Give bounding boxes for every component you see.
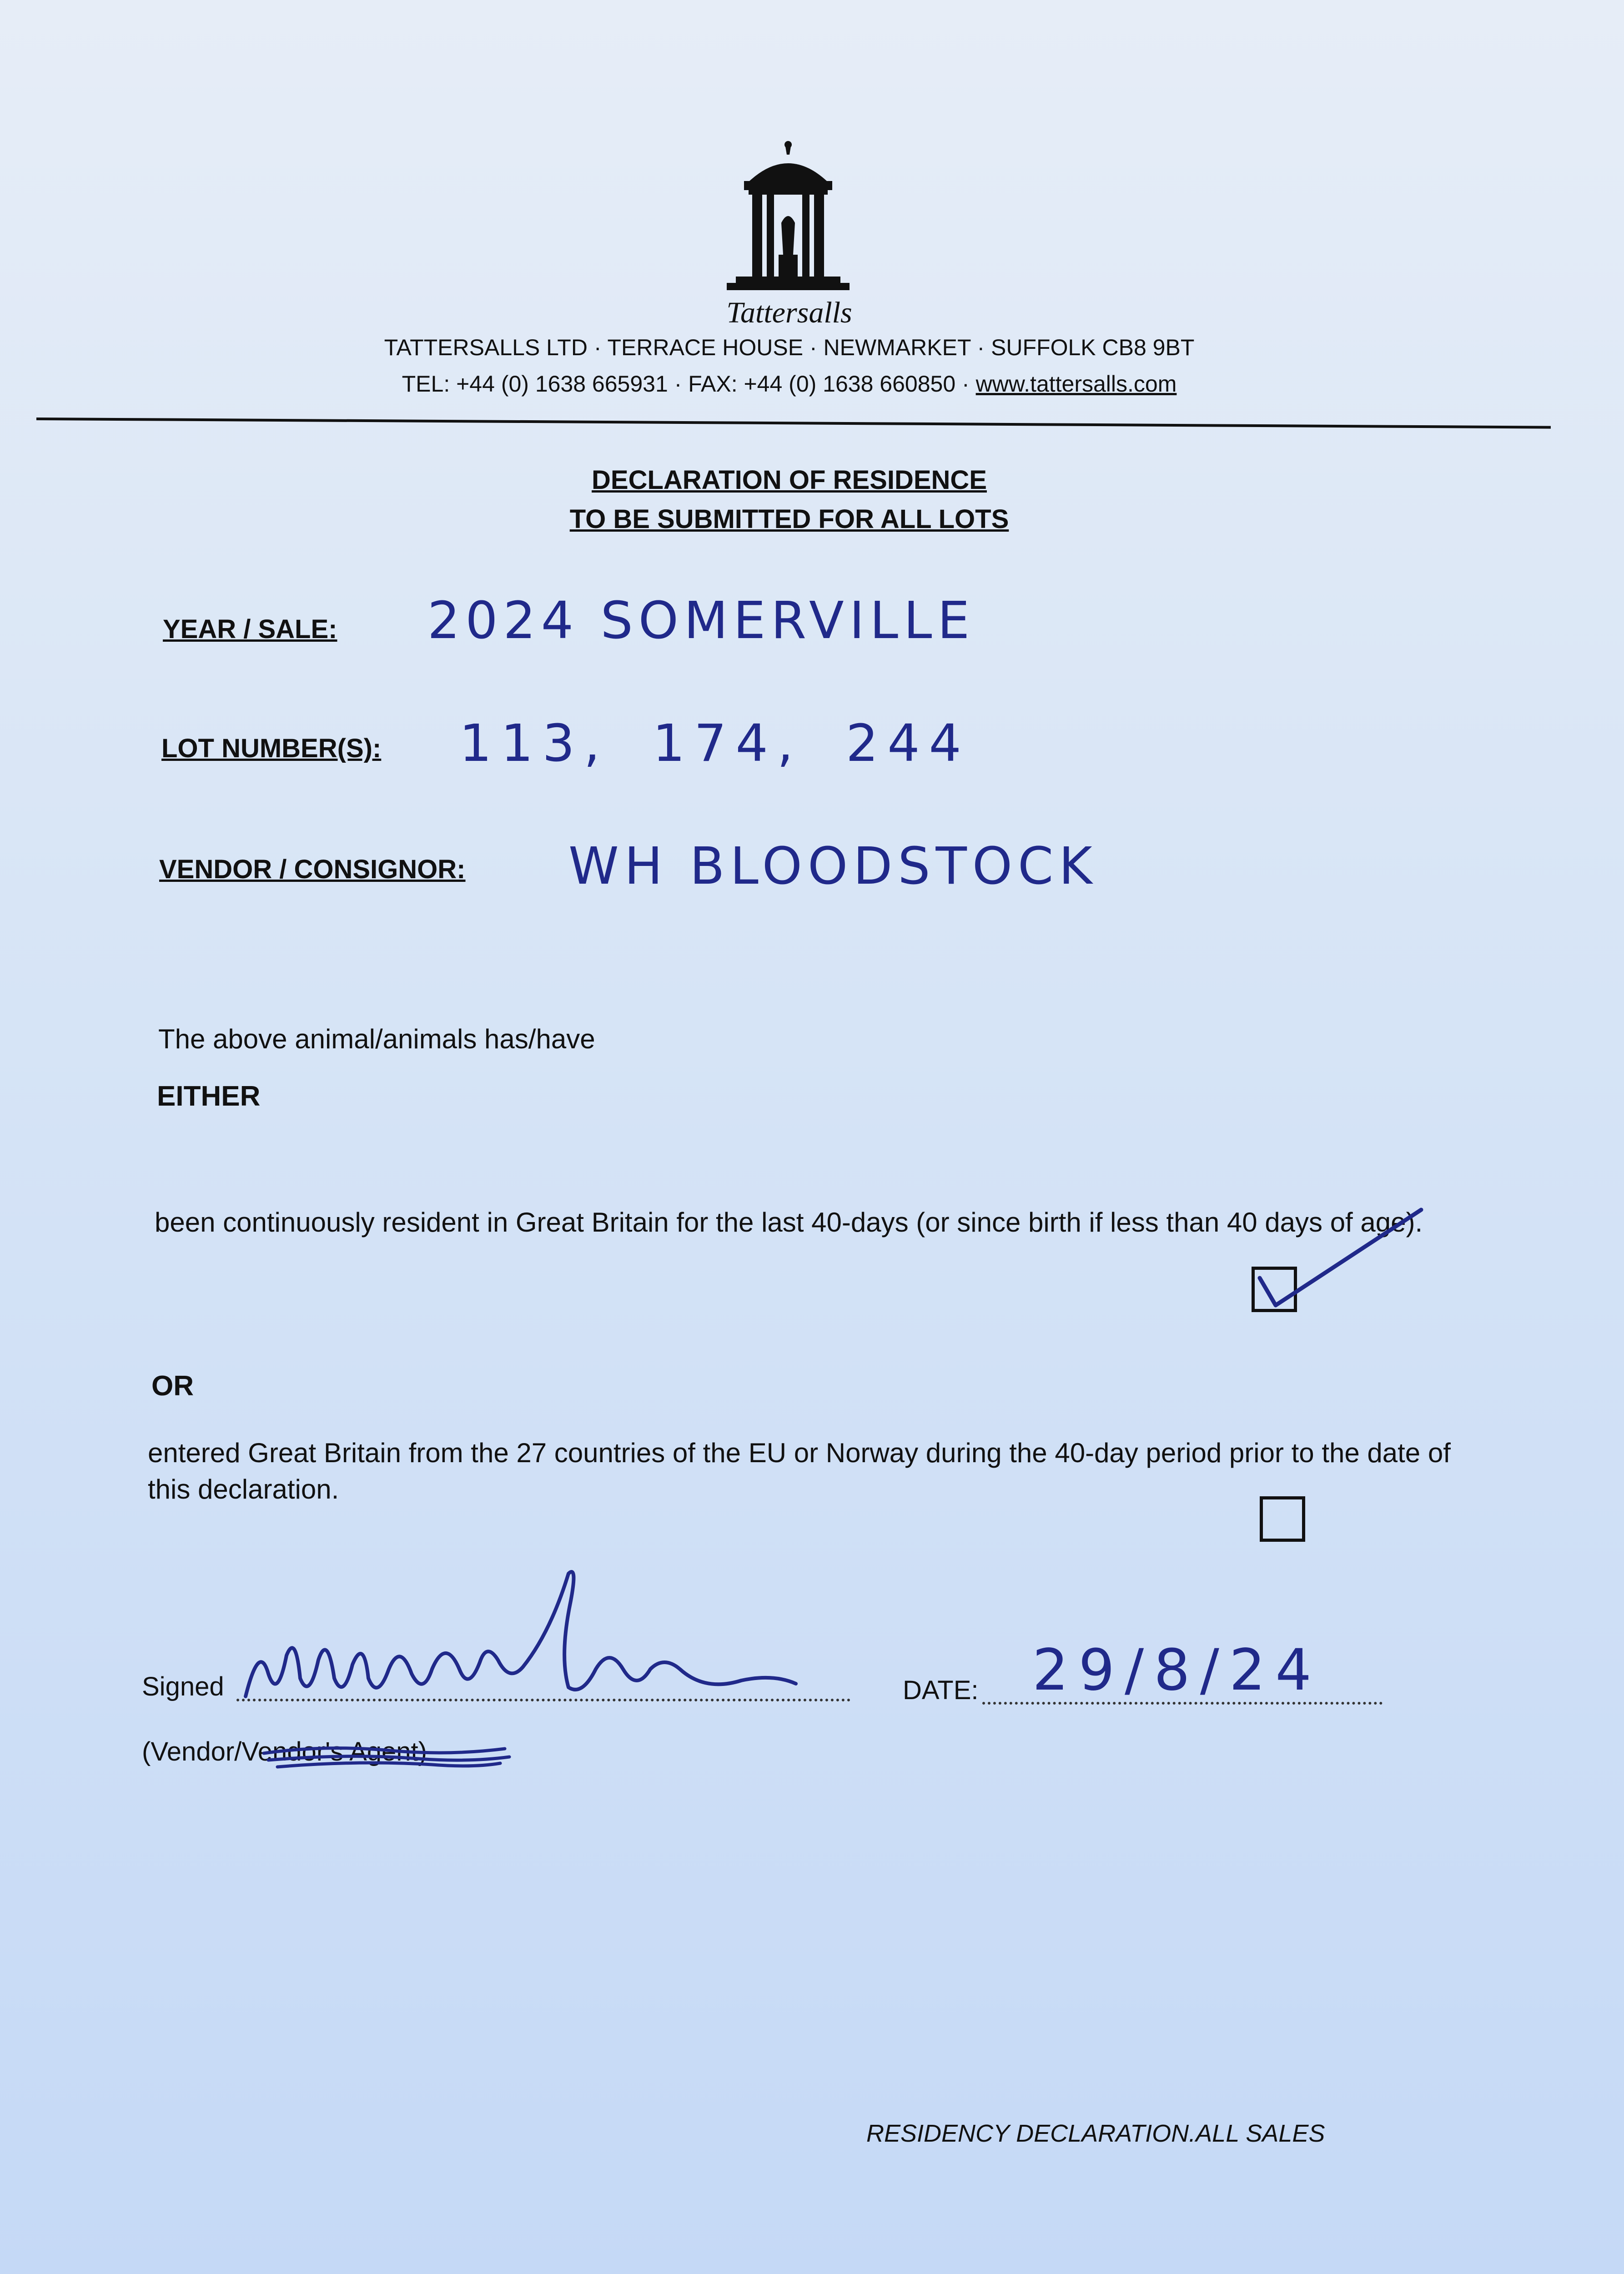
option2-text: entered Great Britain from the 27 countries of the EU or Norway during the 40-day period prior to the date of this declaration. (148, 1438, 1451, 1504)
role-vendor: (Vendor/ (142, 1737, 242, 1766)
date-value[interactable]: 29/8/24 (1032, 1637, 1322, 1703)
intro-text: The above animal/animals has/have (158, 1024, 595, 1054)
handwritten-signature (232, 1565, 809, 1715)
year-sale-label: YEAR / SALE: (163, 614, 337, 644)
date-label: DATE: (903, 1675, 979, 1705)
document-title: DECLARATION OF RESIDENCE (592, 465, 987, 495)
vendor-consignor-value[interactable]: WH BLOODSTOCK (568, 837, 1098, 896)
option1-text: been continuously resident in Great Britain for the last 40-days (or since birth if less than 40 days of age). (155, 1207, 1423, 1238)
option2-checkbox[interactable] (1260, 1496, 1305, 1542)
or-heading: OR (151, 1370, 194, 1402)
signed-label: Signed (142, 1672, 224, 1701)
role-vendors-agent-struck: Vendor's Agent) (241, 1737, 427, 1766)
brand-name: Tattersalls (726, 296, 852, 329)
letterhead-divider (36, 418, 1551, 429)
phone-fax: TEL: +44 (0) 1638 665931 · FAX: +44 (0) 1638 660850 · (402, 371, 976, 397)
vendor-consignor-label: VENDOR / CONSIGNOR: (159, 855, 466, 884)
document-subtitle: TO BE SUBMITTED FOR ALL LOTS (569, 504, 1009, 534)
strikethrough-scribble (259, 1735, 514, 1776)
website-link[interactable]: www.tattersalls.com (975, 371, 1177, 397)
year-sale-value[interactable]: 2024 SOMERVILLE (427, 591, 975, 650)
either-heading: EITHER (157, 1081, 261, 1112)
company-address: TATTERSALLS LTD · TERRACE HOUSE · NEWMARKET · SUFFOLK CB8 9BT (384, 335, 1195, 360)
tattersalls-rotunda-logo (722, 141, 854, 293)
company-contact (0, 371, 1579, 397)
footer-form-name: RESIDENCY DECLARATION.ALL SALES (866, 2120, 1325, 2147)
handwritten-check-icon (1237, 1201, 1428, 1319)
lot-numbers-label: LOT NUMBER(S): (161, 734, 382, 763)
lot-numbers-value[interactable]: 113, 174, 244 (459, 714, 970, 773)
